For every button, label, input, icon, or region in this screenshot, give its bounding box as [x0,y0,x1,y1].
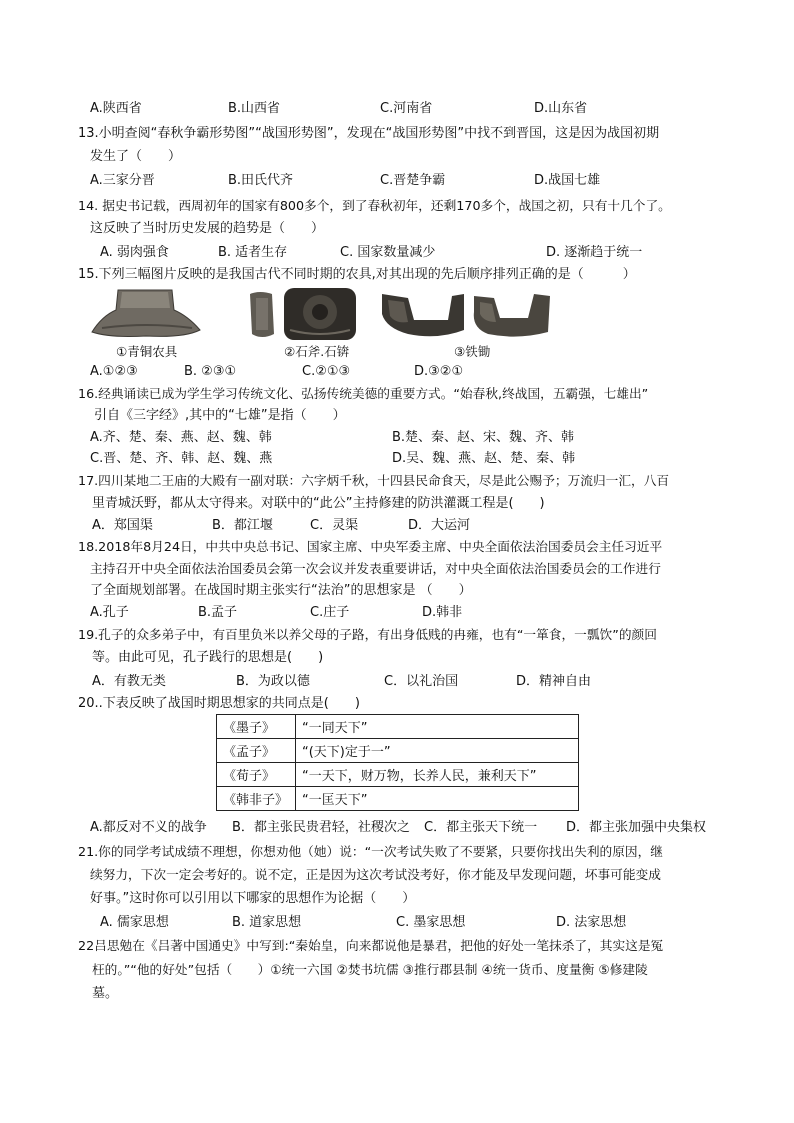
q18-option-d[interactable]: D.韩非 [422,605,463,620]
q17-option-b[interactable]: B．都江堰 [212,518,273,533]
q15-option-b[interactable]: B. ②③① [184,364,237,379]
q14-stem-line1: 14. 据史书记载，西周初年的国家有800多个，到了春秋初年，还剩170多个，战国之初，只有十几个了。 [78,198,671,213]
q20-stem-line1: 20..下表反映了战国时期思想家的共同点是( ) [78,696,360,711]
q21-stem-line1: 21.你的同学考试成绩不理想，你想劝他（她）说：“一次考试失败了不要紧，只要你找出失利的原因，继 [78,844,663,859]
q21-option-d[interactable]: D. 法家思想 [556,915,627,930]
q22-stem-line1: 22吕思勉在《吕著中国通史》中写到:“秦始皇，向来都说他是暴君，把他的好处一笔抹杀了，其实这是冤 [78,938,664,953]
stone-axe-caption: ②石斧.石锛 [284,344,350,359]
q12-option-b[interactable]: B.山西省 [228,101,281,116]
q19-stem-line2: 等。由此可见，孔子践行的思想是( ) [92,650,324,665]
q13-stem-line2: 发生了（ ） [90,149,182,164]
table-book-cell: 《墨子》 [217,715,296,739]
table-row [217,763,579,787]
q16-stem-line1: 16.经典诵读已成为学生学习传统文化、弘扬传统美德的重要方式。“始春秋,终战国，五霸强，七雄出” [78,386,649,401]
q14-option-c[interactable]: C. 国家数量减少 [340,245,436,260]
stone-axe-image [246,286,358,342]
table-quote-cell: “一匡天下” [296,787,579,811]
bronze-tool-caption: ①青铜农具 [116,344,178,359]
q16-option-d[interactable]: D.吴、魏、燕、赵、楚、秦、韩 [392,451,576,466]
q13-stem-line1: 13.小明查阅“春秋争霸形势图”“战国形势图”，发现在“战国形势图”中找不到晋国，这是因为战国初期 [78,126,660,141]
q14-option-b[interactable]: B. 适者生存 [218,245,288,260]
table-quote-cell: “一同天下” [296,715,579,739]
q14-option-a[interactable]: A. 弱肉强食 [100,245,169,260]
q17-option-c[interactable]: C．灵渠 [310,518,359,533]
q19-option-d[interactable]: D．精神自由 [516,674,592,689]
q22-stem-line3: 墓。 [92,986,119,1001]
q18-option-b[interactable]: B.孟子 [198,605,238,620]
bronze-tool-image [88,286,204,340]
q21-stem-line3: 好事。”这时你可以引用以下哪家的思想作为论据（ ） [90,891,416,906]
q20-option-d[interactable]: D．都主张加强中央集权 [566,820,707,835]
q20-option-c[interactable]: C．都主张天下统一 [424,820,538,835]
q19-option-b[interactable]: B．为政以德 [236,674,310,689]
q16-option-c[interactable]: C.晋、楚、齐、韩、赵、魏、燕 [90,451,273,466]
q22-stem-line2: 枉的。”“他的好处”包括（ ）①统一六国 ②焚书坑儒 ③推行郡县制 ④统一货币、度量衡 ⑤修建陵 [92,962,648,977]
table-row [217,787,579,811]
table-quote-cell: “一天下，财万物，长养人民，兼利天下” [296,763,579,787]
q16-option-a[interactable]: A.齐、楚、秦、燕、赵、魏、韩 [90,430,272,445]
q12-option-a[interactable]: A.陕西省 [90,101,142,116]
q17-stem-line1: 17.四川某地二王庙的大殿有一副对联：六字炳千秋，十四县民命食天，尽是此公赐予；万流归一汇，八百 [78,473,670,488]
q17-stem-line2: 里青城沃野，都从太守得来。对联中的“此公”主持修建的防洪灌溉工程是( ) [92,496,545,511]
q17-option-d[interactable]: D．大运河 [408,518,471,533]
q13-option-c[interactable]: C.晋楚争霸 [380,173,446,188]
table-row [217,739,579,763]
q18-stem-line3: 了全面规划部署。在战国时期主张实行“法治”的思想家是 （ ） [90,583,472,598]
table-row [217,715,579,739]
q16-stem-line2: 引自《三字经》,其中的“七雄”是指（ ） [94,408,346,423]
q16-option-b[interactable]: B.楚、秦、赵、宋、魏、齐、韩 [392,430,575,445]
table-book-cell: 《韩非子》 [217,787,296,811]
q13-option-a[interactable]: A.三家分晋 [90,173,155,188]
q18-stem-line2: 主持召开中央全面依法治国委员会第一次会议并发表重要讲话，对中央全面依法治国委员会的工作进行 [90,561,661,576]
q15-stem-line1: 15.下列三幅图片反映的是我国古代不同时期的农具,对其出现的先后顺序排列正确的是（ ） [78,267,636,282]
q12-option-c[interactable]: C.河南省 [380,101,433,116]
q12-option-d[interactable]: D.山东省 [534,101,588,116]
q21-option-c[interactable]: C. 墨家思想 [396,915,466,930]
q20-option-a[interactable]: A.都反对不义的战争 [90,820,207,835]
q18-option-a[interactable]: A.孔子 [90,605,129,620]
table-book-cell: 《荀子》 [217,763,296,787]
iron-hoe-caption: ③铁锄 [454,344,491,359]
q21-stem-line2: 续努力，下次一定会考好的。说不定，正是因为这次考试没考好，你才能及早发现问题，坏事可能变成 [90,867,661,882]
iron-hoe-image [378,288,554,340]
table-quote-cell: “(天下)定于一” [296,739,579,763]
q18-option-c[interactable]: C.庄子 [310,605,350,620]
q17-option-a[interactable]: A．郑国渠 [92,518,153,533]
table-book-cell: 《孟子》 [217,739,296,763]
q19-stem-line1: 19.孔子的众多弟子中，有百里负米以养父母的子路，有出身低贱的冉雍，也有“一箪食，一瓢饮”的颜回 [78,627,657,642]
q21-option-a[interactable]: A. 儒家思想 [100,915,169,930]
q14-stem-line2: 这反映了当时历史发展的趋势是（ ） [90,221,325,236]
q15-option-d[interactable]: D.③②① [414,364,464,379]
q21-option-b[interactable]: B. 道家思想 [232,915,302,930]
q15-option-c[interactable]: C.②①③ [302,364,351,379]
q14-option-d[interactable]: D. 逐渐趋于统一 [546,245,643,260]
q13-option-b[interactable]: B.田氏代齐 [228,173,294,188]
q19-option-a[interactable]: A．有教无类 [92,674,166,689]
q19-option-c[interactable]: C．以礼治国 [384,674,459,689]
quote-table [216,714,579,811]
q15-option-a[interactable]: A.①②③ [90,364,138,379]
q20-option-b[interactable]: B．都主张民贵君轻，社稷次之 [232,820,410,835]
q18-stem-line1: 18.2018年8月24日，中共中央总书记、国家主席、中央军委主席、中央全面依法治国委员会主任习近平 [78,539,663,554]
q13-option-d[interactable]: D.战国七雄 [534,173,601,188]
